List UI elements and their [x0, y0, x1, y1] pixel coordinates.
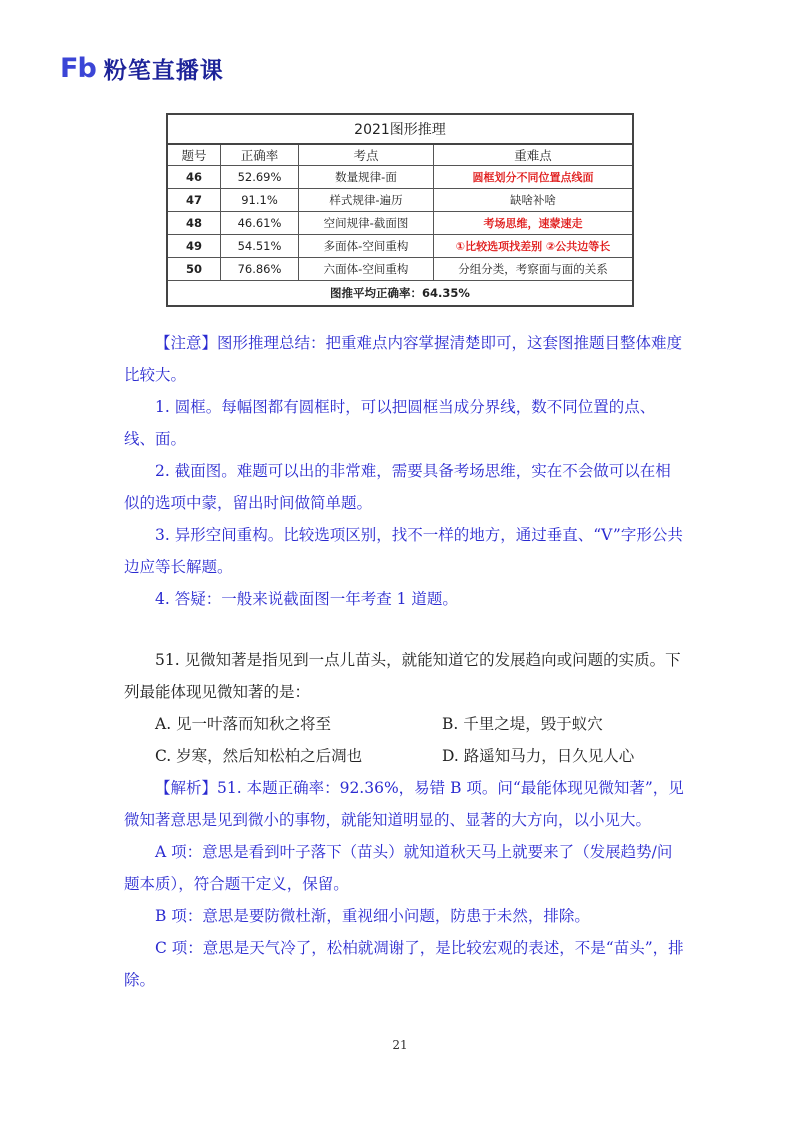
stats-table-container [166, 113, 634, 307]
question-stem [124, 644, 684, 708]
cell-no: 47 [167, 189, 221, 212]
col-header-rate: 正确率 [221, 144, 299, 166]
option-c: C. 岁寒，然后知松柏之后凋也 [155, 747, 363, 765]
col-header-key: 重难点 [434, 144, 634, 166]
note-point-4: 4. 答疑：一般来说截面图一年考查 1 道题。 [155, 590, 458, 608]
cell-rate: 54.51% [221, 235, 299, 258]
option-d: D. 路遥知马力，日久见人心 [442, 747, 635, 765]
note-point-3: 3. 异形空间重构。比较选项区别，找不一样的地方，通过垂直、“V”字形公共边应等长解题。 [124, 526, 683, 576]
cell-no: 49 [167, 235, 221, 258]
page-number: 21 [392, 1038, 408, 1052]
cell-key: 缺啥补啥 [434, 189, 634, 212]
table-row [167, 212, 633, 235]
table-title: 2021图形推理 [167, 114, 633, 144]
cell-rate: 76.86% [221, 258, 299, 281]
analysis-b: B 项：意思是要防微杜渐，重视细小问题，防患于未然，排除。 [155, 907, 590, 925]
option-b: B. 千里之堤，毁于蚁穴 [442, 715, 603, 733]
cell-no: 50 [167, 258, 221, 281]
average-rate: 图推平均正确率：64.35% [167, 281, 633, 307]
analysis-intro: 【解析】51. 本题正确率：92.36%，易错 B 项。问“最能体现见微知著”，见微知著意思是见到微小的事物，就能知道明显的、显著的大方向，以小见大。 [124, 779, 684, 829]
analysis-section [124, 772, 684, 996]
question-text: 51. 见微知著是指见到一点儿苗头，就能知道它的发展趋向或问题的实质。下列最能体现见微知著的是： [124, 651, 681, 701]
cell-key: 分组分类，考察面与面的关系 [434, 258, 634, 281]
fb-logo-icon: Fb [60, 53, 96, 84]
option-a: A. 见一叶落而知秋之将至 [155, 715, 332, 733]
table-row [167, 235, 633, 258]
analysis-c: C 项：意思是天气冷了，松柏就凋谢了，是比较宏观的表述，不是“苗头”，排除。 [124, 939, 684, 989]
table-header-row [167, 144, 633, 166]
cell-no: 46 [167, 166, 221, 189]
cell-key: 圆框划分不同位置点线面 [434, 166, 634, 189]
cell-no: 48 [167, 212, 221, 235]
cell-key: ①比较选项找差别 ②公共边等长 [434, 235, 634, 258]
cell-key: 考场思维，速蒙速走 [434, 212, 634, 235]
analysis-a: A 项：意思是看到叶子落下（苗头）就知道秋天马上就要来了（发展趋势/问题本质），符合题干定义，保留。 [124, 843, 673, 893]
brand-name: 粉笔直播课 [103, 58, 224, 84]
cell-topic: 空间规律-截面图 [299, 212, 434, 235]
table-row [167, 166, 633, 189]
cell-topic: 数量规律-面 [299, 166, 434, 189]
note-point-1: 1. 圆框。每幅图都有圆框时，可以把圆框当成分界线，数不同位置的点、线、面。 [124, 398, 656, 448]
table-average-row [167, 281, 633, 307]
cell-rate: 91.1% [221, 189, 299, 212]
table-row [167, 258, 633, 281]
note-section [124, 327, 684, 615]
col-header-no: 题号 [167, 144, 221, 166]
cell-topic: 多面体-空间重构 [299, 235, 434, 258]
cell-topic: 六面体-空间重构 [299, 258, 434, 281]
note-point-2: 2. 截面图。难题可以出的非常难，需要具备考场思维，实在不会做可以在相似的选项中蒙，留出时间做简单题。 [124, 462, 671, 512]
table-row [167, 189, 633, 212]
col-header-topic: 考点 [299, 144, 434, 166]
cell-topic: 样式规律-遍历 [299, 189, 434, 212]
cell-rate: 46.61% [221, 212, 299, 235]
stats-table [166, 113, 634, 307]
note-intro: 【注意】图形推理总结：把重难点内容掌握清楚即可，这套图推题目整体难度比较大。 [124, 334, 683, 384]
cell-rate: 52.69% [221, 166, 299, 189]
brand-logo [60, 52, 224, 85]
